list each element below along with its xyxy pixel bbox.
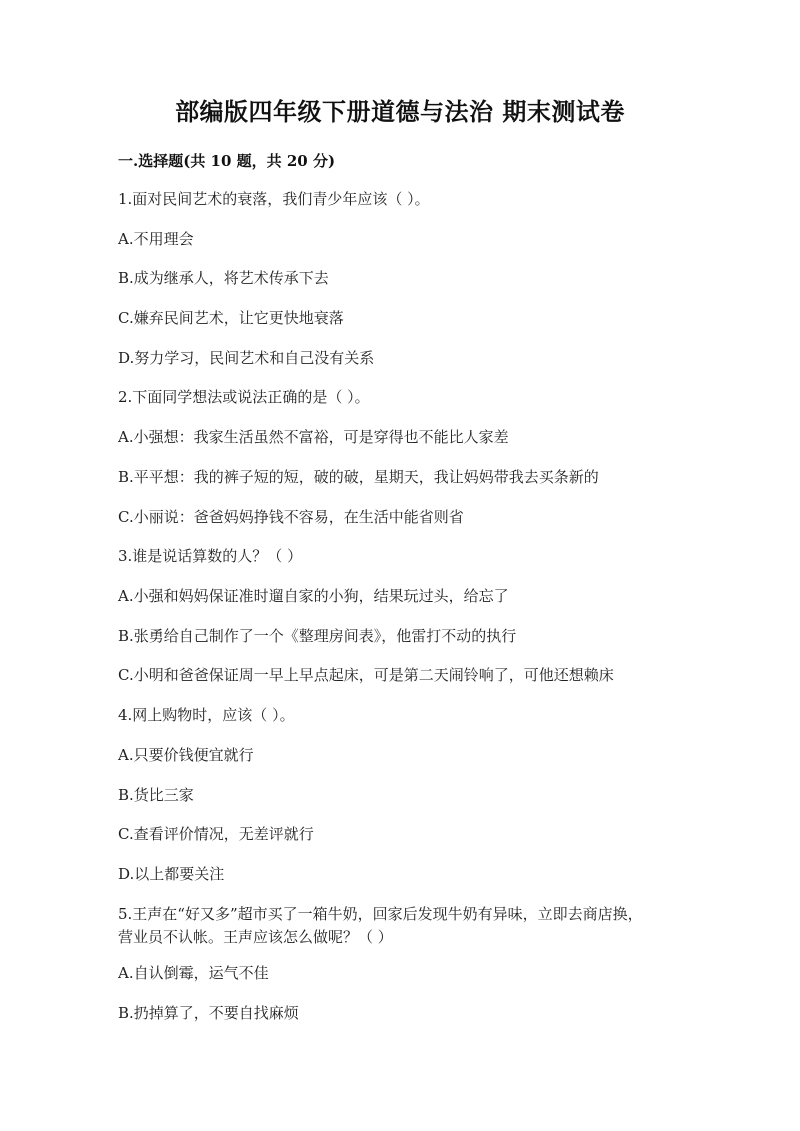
question-1-stem: 1.面对民间艺术的衰落，我们青少年应该（ ）。	[118, 190, 430, 208]
question-4-option-c: C.查看评价情况，无差评就行	[118, 825, 314, 843]
question-3-option-b: B.张勇给自己制作了一个《整理房间表》，他雷打不动的执行	[118, 627, 517, 645]
question-3-option-a: A.小强和妈妈保证准时遛自家的小狗，结果玩过头，给忘了	[118, 587, 509, 605]
page-title: 部编版四年级下册道德与法治 期末测试卷	[175, 97, 625, 126]
question-5-stem: 5.王声在“好又多”超市买了一箱牛奶，回家后发现牛奶有异味，立即去商店换，营业员不认帐。王声应该怎么做呢？（ ）	[118, 905, 643, 946]
question-1-option-a: A.不用理会	[118, 230, 194, 248]
question-2-stem: 2.下面同学想法或说法正确的是（ ）。	[118, 388, 370, 406]
question-2-option-b: B.平平想：我的裤子短的短，破的破，星期天，我让妈妈带我去买条新的	[118, 468, 599, 486]
question-2-option-a: A.小强想：我家生活虽然不富裕，可是穿得也不能比人家差	[118, 428, 509, 446]
question-4-option-a: A.只要价钱便宜就行	[118, 746, 254, 764]
question-1-option-d: D.努力学习，民间艺术和自己没有关系	[118, 349, 375, 367]
section-heading: 一.选择题(共 10 题，共 20 分)	[118, 152, 336, 170]
question-5-option-b: B.扔掉算了，不要自找麻烦	[118, 1004, 299, 1022]
question-4-option-d: D.以上都要关注	[118, 865, 225, 883]
question-3-stem: 3.谁是说话算数的人？（ ）	[118, 547, 303, 565]
question-4-option-b: B.货比三家	[118, 786, 194, 804]
question-2-option-c: C.小丽说：爸爸妈妈挣钱不容易，在生活中能省则省	[118, 508, 464, 526]
question-1-option-b: B.成为继承人，将艺术传承下去	[118, 269, 329, 287]
question-4-stem: 4.网上购物时，应该（ ）。	[118, 706, 295, 724]
question-5-option-a: A.自认倒霉，运气不佳	[118, 964, 269, 982]
question-1-option-c: C.嫌弃民间艺术，让它更快地衰落	[118, 309, 344, 327]
question-3-option-c: C.小明和爸爸保证周一早上早点起床，可是第二天闹铃响了，可他还想赖床	[118, 666, 614, 684]
